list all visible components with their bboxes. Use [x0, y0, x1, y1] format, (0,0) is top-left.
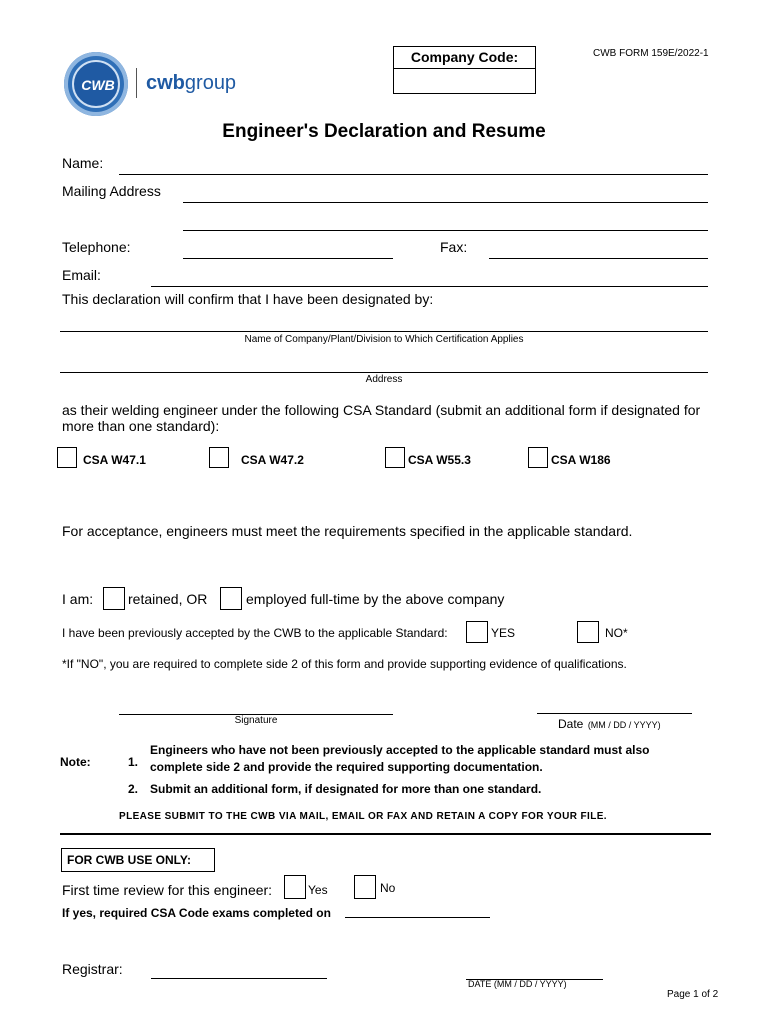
- note-item-1-number: 1.: [128, 755, 139, 769]
- email-field[interactable]: [151, 286, 708, 287]
- first-review-no-label: No: [380, 881, 396, 895]
- checkbox-csa-w47-2[interactable]: [209, 447, 229, 468]
- company-name-field[interactable]: [60, 331, 708, 332]
- cwb-logo-mark: [64, 52, 128, 116]
- mailing-address-label: Mailing Address: [62, 183, 161, 199]
- checkbox-employed-full-time[interactable]: [220, 587, 242, 610]
- standard-label-w55-3: CSA W55.3: [408, 453, 471, 467]
- previous-yes-label: YES: [491, 626, 516, 640]
- email-label: Email:: [62, 267, 101, 283]
- checkbox-csa-w55-3[interactable]: [385, 447, 405, 468]
- fax-field[interactable]: [489, 258, 708, 259]
- form-number: CWB FORM 159E/2022-1: [593, 48, 709, 59]
- telephone-label: Telephone:: [62, 239, 131, 255]
- mailing-address-field-1[interactable]: [183, 202, 708, 203]
- address-caption: Address: [365, 374, 403, 385]
- submit-instruction: PLEASE SUBMIT TO THE CWB VIA MAIL, EMAIL OR FAX AND RETAIN A COPY FOR YOUR FILE.: [119, 811, 607, 822]
- logo-divider: [136, 68, 137, 98]
- cwb-use-heading: FOR CWB USE ONLY:: [67, 853, 192, 867]
- exams-completed-label: If yes, required CSA Code exams completed on: [62, 906, 331, 920]
- section-divider: [60, 833, 711, 835]
- first-review-label: First time review for this engineer:: [62, 882, 273, 898]
- previous-no-label: NO*: [605, 626, 628, 640]
- no-footnote: *If "NO", you are required to complete side 2 of this form and provide supporting evidence of qualifications.: [62, 657, 627, 671]
- note-item-1-text: Engineers who have not been previously accepted to the applicable standard must also complete side 2 and provide the required supporting documentation.: [150, 743, 650, 774]
- checkbox-retained[interactable]: [103, 587, 125, 610]
- registrar-field[interactable]: [151, 978, 327, 979]
- cwbgroup-wordmark: cwbgroup: [146, 72, 237, 94]
- page-number: Page 1 of 2: [667, 989, 719, 1000]
- company-address-field[interactable]: [60, 372, 708, 373]
- telephone-field[interactable]: [183, 258, 393, 259]
- standard-label-w47-1: CSA W47.1: [83, 453, 146, 467]
- checkbox-previous-no[interactable]: [577, 621, 599, 643]
- registrar-label: Registrar:: [62, 961, 123, 977]
- checkbox-csa-w186[interactable]: [528, 447, 548, 468]
- company-code-box: [393, 46, 536, 94]
- name-label: Name:: [62, 155, 104, 171]
- standard-label-w47-2: CSA W47.2: [241, 453, 304, 467]
- note-item-2-text: Submit an additional form, if designated for more than one standard.: [150, 782, 542, 796]
- i-am-label: I am:: [62, 591, 94, 607]
- company-name-caption: Name of Company/Plant/Division to Which Certification Applies: [244, 334, 524, 345]
- name-field[interactable]: [119, 174, 708, 175]
- signature-date-field[interactable]: [537, 713, 692, 714]
- declaration-intro: This declaration will confirm that I have been designated by:: [62, 291, 434, 307]
- standard-label-w186: CSA W186: [551, 453, 611, 467]
- checkbox-first-review-no[interactable]: [354, 875, 376, 899]
- fax-label: Fax:: [440, 239, 468, 255]
- checkbox-csa-w47-1[interactable]: [57, 447, 77, 468]
- company-code-label: Company Code:: [410, 49, 519, 65]
- exams-completed-date-field[interactable]: [345, 917, 490, 918]
- cwb-use-heading-box: [61, 848, 215, 872]
- page-title: Engineer's Declaration and Resume: [222, 121, 546, 142]
- note-label: Note:: [60, 755, 91, 769]
- standard-instruction: as their welding engineer under the following CSA Standard (submit an additional form if designated for more than one standard):: [62, 402, 701, 434]
- mailing-address-field-2[interactable]: [183, 230, 708, 231]
- first-review-yes-label: Yes: [308, 883, 328, 897]
- checkbox-first-review-yes[interactable]: [284, 875, 306, 899]
- retained-label: retained, OR: [128, 591, 208, 607]
- signature-caption: Signature: [234, 715, 278, 726]
- note-item-2-number: 2.: [128, 782, 139, 796]
- acceptance-text: For acceptance, engineers must meet the requirements specified in the applicable standard.: [62, 523, 633, 539]
- employed-label: employed full-time by the above company: [246, 591, 505, 607]
- registrar-date-caption: DATE (MM / DD / YYYY): [468, 979, 567, 989]
- signature-date-caption: Date (MM / DD / YYYY): [558, 717, 661, 731]
- previous-acceptance-question: I have been previously accepted by the CWB to the applicable Standard:: [62, 626, 448, 640]
- checkbox-previous-yes[interactable]: [466, 621, 488, 643]
- cwb-logo-text: CWB: [81, 77, 115, 93]
